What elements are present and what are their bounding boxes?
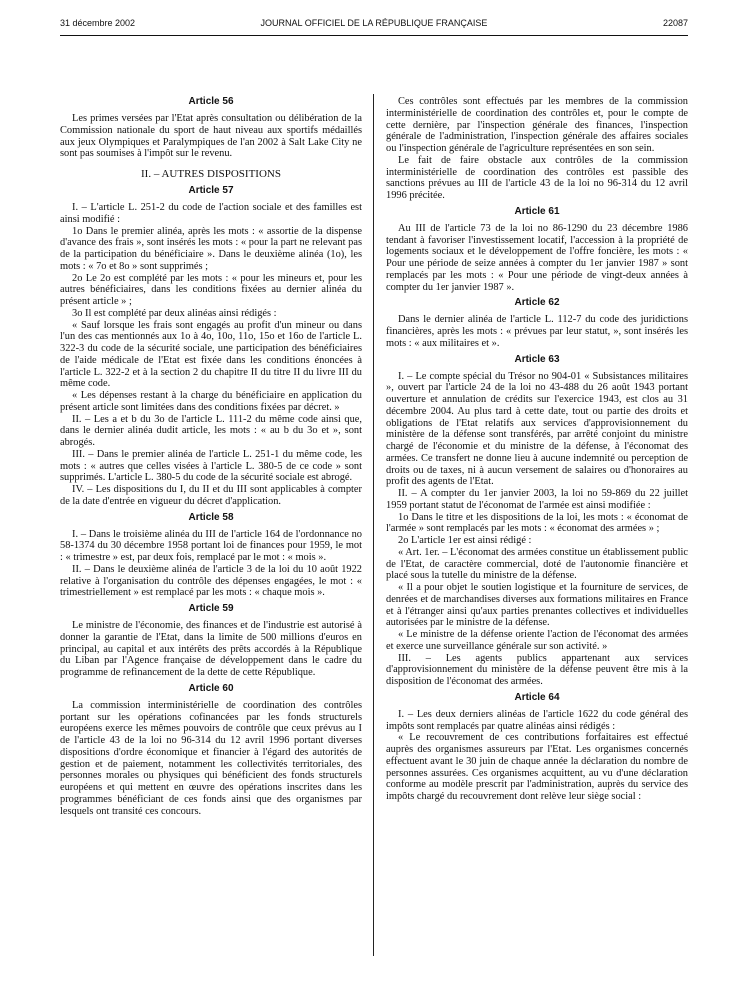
article-heading: Article 63 [514,353,560,365]
article-heading: Article 64 [514,691,560,703]
paragraph: Le fait de faire obstacle aux contrôles de la commission interministérielle de coordination des contrôles est passible des sanctions prévues au III de l'article 43 de la loi no 96-314 du 12 avril 1996 précitée. [386,154,688,201]
right-column [386,96,688,960]
paragraph: « Art. 1er. – L'économat des armées constitue un établissement public de l'Etat, de caractère commercial, doté de l'autonomie financière et placé sous la tutelle du ministre de la défense. [386,546,688,582]
paragraph: Ces contrôles sont effectués par les membres de la commission interministérielle de coordination des contrôles et, pour le compte de cette dernière, par l'inspection générale des finances, l'inspection générale de l'administration, l'inspection générale des affaires sociales ou l'inspection générale de l'agriculture représentées en son sein. [386,96,688,154]
paragraph: Le ministre de l'économie, des finances et de l'industrie est autorisé à donner la garantie de l'Etat, dans la limite de 500 millions d'euros en principal, au capital et aux intérêts des prêts accordés à la République du Liban par l'Agence française de développement dans le cadre du programme de refinancement de la dette de cette République. [60,620,362,678]
paragraph: Dans le dernier alinéa de l'article L. 112-7 du code des juridictions financières, après les mots : « prévues par leur statut, », sont insérés les mots : « aux militaires et ». [386,314,688,349]
paragraph: La commission interministérielle de coordination des contrôles portant sur les opérations cofinancées par les fonds structurels européens exerce les mêmes pouvoirs de contrôle que ceux prévus au I de l'article 43 de la loi no 96-314 du 12 avril 1996 portant diverses dispositions d'ordre économique et financier à l'égard des autorités de gestion et de paiement, notamment les collectivités territoriales, des personnes morales ou physiques qui bénéficient des fonds structurels européens et qui mettent en œuvre des opérations inscrites dans les programmes bénéficiant de ces fonds ainsi que des organismes par lesquels ont transité ces concours. [60,699,362,817]
section-heading: II. – AUTRES DISPOSITIONS [141,168,281,180]
paragraph: III. – Dans le premier alinéa de l'article L. 251-1 du même code, les mots : « autres que celles visées à l'article L. 380-5 de ce code » sont supprimés. L'article L. 380-5 du code de la sécurité sociale est abrogé. [60,448,362,484]
paragraph: « Il a pour objet le soutien logistique et la fourniture de services, de denrées et de marchandises diverses aux formations militaires en France et à l'étranger ainsi qu'aux parties prenantes collectives et individuelles autorisées par le ministre de la défense. [386,582,688,629]
article-heading: Article 60 [188,682,234,694]
page-number: 22087 [662,18,688,28]
paragraph: I. – Dans le troisième alinéa du III de l'article 164 de l'ordonnance no 58-1374 du 30 décembre 1958 portant loi de finances pour 1959, le mot : « trimestre » est, par deux fois, remplacé par le mot : « mois ». [60,528,362,563]
article-heading: Article 61 [514,205,560,217]
paragraph: « Sauf lorsque les frais sont engagés au profit d'un mineur ou dans l'un des cas mentionnés aux 1o à 4o, 10o, 11o, 15o et 16o de l'article L. 322-3 du code de la sécurité sociale, une participation des bénéficiaires de l'aide médicale de l'Etat est fixée dans les conditions énoncées à l'article L. 322-2 et à la section 2 du chapitre II du titre II du livre III du même code. [60,319,362,390]
paragraph: Les primes versées par l'Etat après consultation ou délibération de la Commission nationale du sport de haut niveau aux sportifs médaillés aux jeux Olympiques et Paralympiques de l'an 2002 à Salt Lake City ne sont pas soumises à l'impôt sur le revenu. [60,113,362,160]
paragraph: 2o Le 2o est complété par les mots : « pour les mineurs et, pour les autres bénéficiaires, dans les conditions fixées au dernier alinéa du présent article » ; [60,272,362,307]
paragraph: I. – L'article L. 251-2 du code de l'action sociale et des familles est ainsi modifié : [60,202,362,225]
paragraph: II. – Les a et b du 3o de l'article L. 111-2 du même code ainsi que, dans le dernier alinéa dudit article, les mots : « au b du 3o et », sont abrogés. [60,413,362,448]
running-head [60,18,688,32]
paragraph: I. – Le compte spécial du Trésor no 904-01 « Subsistances militaires », ouvert par l'article 24 de la loi no 43-488 du 26 août 1943 portant ouverture et annulation de crédits sur l'exercice 1943, est clos au 31 décembre 2004. Au plus tard à cette date, tout ou partie des droits et obligations de l'Etat relatifs aux services d'approvisionnement du ministère de la défense sont transférés, par arrêté conjoint du ministre chargé de l'économie et du ministre de la défense, à l'économat des armées. Ce transfert ne donne lieu à aucune indemnité ou perception de droits ou de taxes, ni à aucun versement de salaires ou d'honoraires au profit des agents de l'Etat. [386,370,688,488]
article-heading: Article 58 [188,511,234,523]
paragraph: II. – A compter du 1er janvier 2003, la loi no 59-869 du 22 juillet 1959 portant statut de l'économat de l'armée est ainsi modifiée : [386,488,688,511]
header-rule [60,35,688,36]
journal-title: JOURNAL OFFICIEL DE LA RÉPUBLIQUE FRANÇAISE [260,18,488,28]
paragraph: I. – Les deux derniers alinéas de l'article 1622 du code général des impôts sont remplacés par quatre alinéas ainsi rédigés : [386,708,688,732]
paragraph: 1o Dans le titre et les dispositions de la loi, les mots : « économat de l'armée » sont remplacés par les mots : « économat des armées » ; [386,511,688,535]
article-heading: Article 59 [188,603,234,614]
paragraph: II. – Dans le deuxième alinéa de l'article 3 de la loi du 10 août 1922 relative à l'organisation du contrôle des dépenses engagées, le mot : « trimestriellement » est remplacé par les mots : « chaque mois ». [60,563,362,599]
paragraph: III. – Les agents publics appartenant aux services d'approvisionnement du ministère de la défense peuvent être mis à la disposition de l'économat des armées. [386,652,688,687]
article-heading: Article 62 [514,297,560,309]
column-divider [373,94,374,956]
left-column [60,96,362,960]
article-heading: Article 57 [188,185,234,196]
article-heading: Article 56 [188,96,234,107]
paragraph: Au III de l'article 73 de la loi no 86-1290 du 23 décembre 1986 tendant à favoriser l'investissement locatif, l'accession à la propriété de logements sociaux et le développement de l'offre foncière, les mots : « Pour une période de seize années à compter du 1er janvier 1987 » sont remplacés par les mots : « Pour une période de vingt-deux années à compter du 1er janvier 1987 ». [386,222,688,293]
paragraph: « Le ministre de la défense oriente l'action de l'économat des armées et exerce une surveillance générale sur son activité. » [386,629,688,652]
paragraph: « Le recouvrement de ces contributions forfaitaires est effectué auprès des organismes assureurs par l'Etat. Les organismes concernés effectuent avant le 30 juin de chaque année la déclaration du nombre de personnes assurées. Ces organismes acquittent, au vu d'une déclaration conforme au modèle prescrit par l'administration, auprès du service des impôts chargé du recouvrement dont relève leur siège social : [386,732,688,802]
header-date: 31 décembre 2002 [60,18,136,28]
paragraph: « Les dépenses restant à la charge du bénéficiaire en application du présent article sont limitées dans des conditions fixées par décret. » [60,390,362,413]
paragraph: 3o Il est complété par deux alinéas ainsi rédigés : [72,307,277,319]
paragraph: IV. – Les dispositions du I, du II et du III sont applicables à compter de la date d'entrée en vigueur du décret d'application. [60,484,362,507]
paragraph: 2o L'article 1er est ainsi rédigé : [398,535,532,546]
paragraph: 1o Dans le premier alinéa, après les mots : « assortie de la dispense d'avance des frais », sont insérés les mots : « pour la part ne relevant pas de la participation du bénéficiaire ». Dans le deuxième alinéa (1o), les mots : « 7o et 8o » sont supprimés ; [60,225,362,272]
